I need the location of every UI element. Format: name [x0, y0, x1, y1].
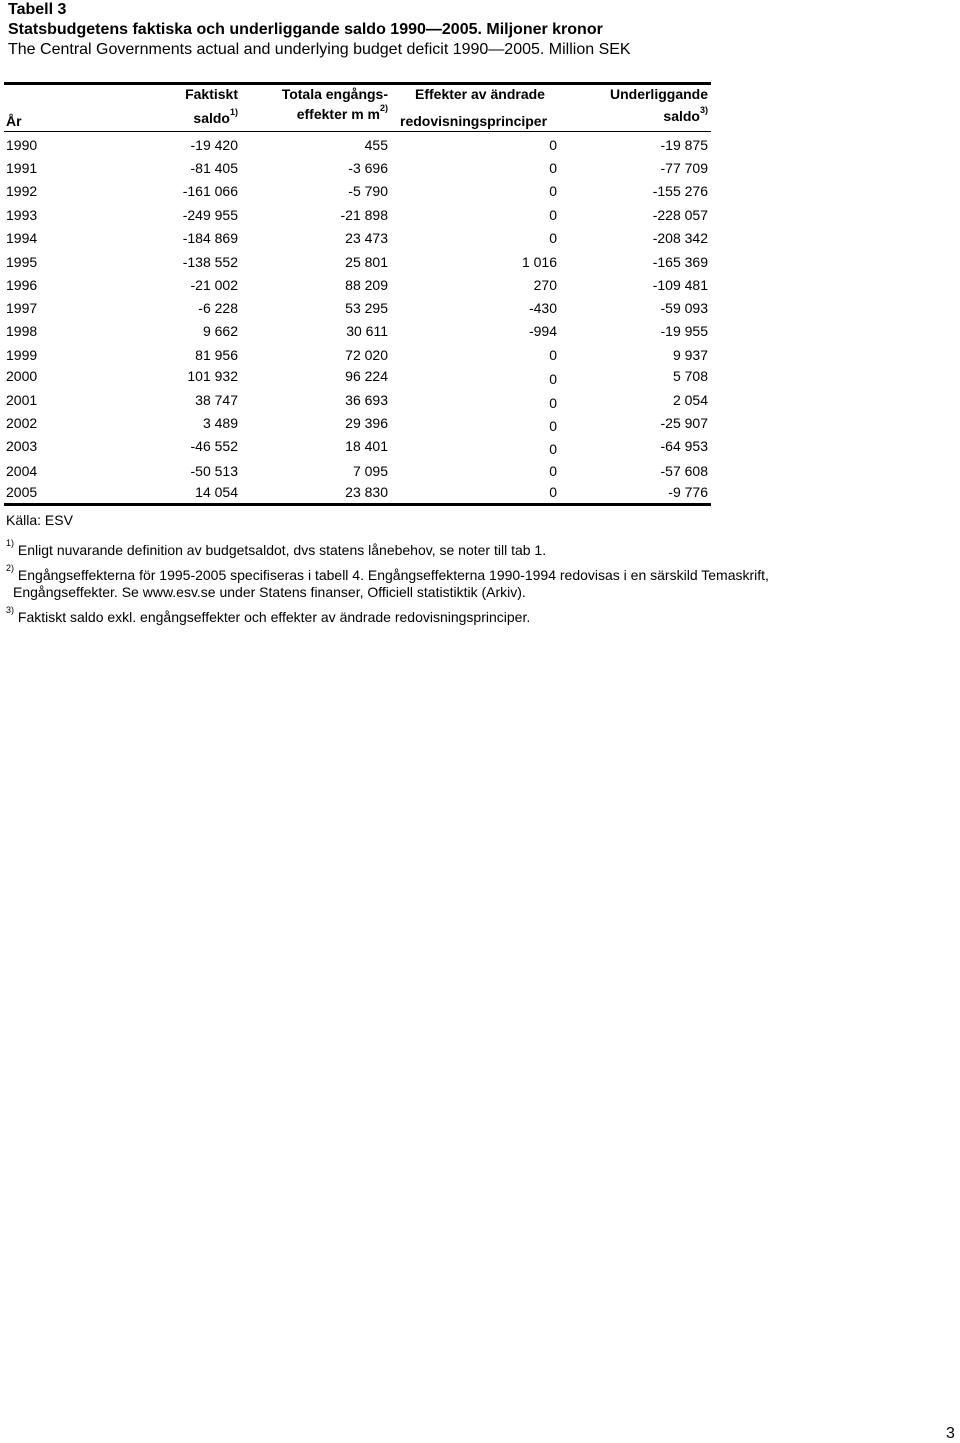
cell-oneoff: -21 898	[340, 207, 388, 223]
cell-effects: 0	[549, 137, 557, 153]
cell-underlying: -208 342	[652, 230, 708, 246]
table-top-rule	[4, 82, 711, 85]
cell-effects: -430	[528, 300, 557, 316]
cell-underlying: -155 276	[652, 183, 708, 199]
cell-effects: 0	[549, 484, 557, 500]
cell-effects: 0	[549, 207, 557, 223]
cell-oneoff: -5 790	[348, 183, 388, 199]
cell-oneoff: 96 224	[345, 368, 388, 384]
footnote-1: $^{1)}$ Enligt nuvarande definition av budgetsaldot, dvs statens lånebehov, se noter till tab 1.	[6, 538, 547, 558]
cell-underlying: -25 907	[660, 415, 708, 431]
col-header-oneoff-line1: Totala engångs-	[281, 86, 388, 102]
cell-underlying: -19 875	[660, 137, 708, 153]
table-label: Tabell 3	[8, 1, 67, 18]
cell-underlying: 9 937	[672, 347, 708, 363]
source-note: Källa: ESV	[6, 512, 73, 528]
cell-actual: -19 420	[190, 137, 238, 153]
cell-actual: -249 955	[182, 207, 238, 223]
col-header-underlying-line2: saldo$^{3)}$	[663, 105, 708, 124]
cell-year: 1999	[6, 347, 38, 363]
cell-oneoff: 30 611	[346, 323, 388, 339]
cell-effects: 0	[549, 160, 557, 176]
cell-actual: 14 054	[195, 484, 238, 500]
cell-effects: 0	[549, 418, 557, 434]
col-header-oneoff-line2: effekter m $m^{2)}$	[296, 103, 388, 122]
cell-actual: 81 956	[195, 347, 238, 363]
cell-oneoff: 23 473	[345, 230, 388, 246]
col-header-year: År	[6, 113, 22, 129]
footnote-2: $^{2)}$ Engångseffekterna för 1995-2005 specifiseras i tabell 4. Engångseffekterna 1990-1994 redovisas i en särskild Temaskrift,	[6, 563, 769, 583]
footnote-2-continued: Engångseffekter. Se www.esv.se under Statens finanser, Officiell statistiktik (Arkiv).	[13, 584, 526, 600]
cell-underlying: -64 953	[660, 438, 708, 454]
cell-oneoff: 53 295	[345, 300, 388, 316]
cell-effects: 270	[533, 277, 557, 293]
cell-oneoff: 29 396	[345, 415, 388, 431]
cell-actual: 38 747	[195, 392, 238, 408]
cell-underlying: -59 093	[660, 300, 708, 316]
cell-actual: -161 066	[182, 183, 238, 199]
page-number: 3	[946, 1425, 955, 1442]
cell-actual: -184 869	[182, 230, 238, 246]
cell-year: 2001	[6, 392, 38, 408]
col-header-actual-line1: Faktiskt	[185, 86, 238, 102]
cell-year: 1991	[6, 160, 38, 176]
cell-actual: -138 552	[182, 254, 238, 270]
cell-oneoff: 18 401	[345, 438, 388, 454]
cell-underlying: -57 608	[660, 463, 708, 479]
cell-underlying: -228 057	[652, 207, 708, 223]
cell-underlying: 2 054	[672, 392, 708, 408]
cell-year: 1996	[6, 277, 38, 293]
cell-year: 1993	[6, 207, 38, 223]
cell-oneoff: 7 095	[352, 463, 388, 479]
table-subtitle: The Central Governments actual and underlying budget deficit 1990—2005. Million SEK	[8, 41, 631, 58]
cell-actual: 101 932	[187, 368, 238, 384]
cell-underlying: -109 481	[652, 277, 708, 293]
cell-actual: -46 552	[190, 438, 238, 454]
cell-year: 1990	[6, 137, 38, 153]
cell-oneoff: 72 020	[345, 347, 388, 363]
cell-oneoff: 88 209	[345, 277, 388, 293]
cell-underlying: -165 369	[652, 254, 708, 270]
cell-year: 2003	[6, 438, 38, 454]
cell-underlying: 5 708	[672, 368, 708, 384]
cell-oneoff: 36 693	[345, 392, 388, 408]
cell-underlying: -77 709	[660, 160, 708, 176]
cell-year: 2004	[6, 463, 38, 479]
cell-oneoff: -3 696	[348, 160, 388, 176]
cell-underlying: -9 776	[668, 484, 708, 500]
cell-year: 1992	[6, 183, 38, 199]
cell-effects: 0	[549, 183, 557, 199]
cell-actual: 3 489	[202, 415, 238, 431]
table-header-rule	[4, 131, 711, 132]
cell-year: 2002	[6, 415, 38, 431]
table-bottom-rule	[4, 503, 711, 506]
col-header-actual-line2: saldo$^{1)}$	[193, 107, 238, 126]
cell-underlying: -19 955	[660, 323, 708, 339]
footnote-3: $^{3)}$ Faktiskt saldo exkl. engångseffekter och effekter av ändrade redovisningsprinciper.	[6, 605, 531, 625]
cell-year: 1997	[6, 300, 38, 316]
cell-effects: 0	[549, 347, 557, 363]
cell-actual: -81 405	[190, 160, 238, 176]
cell-actual: -50 513	[190, 463, 238, 479]
cell-actual: -21 002	[190, 277, 238, 293]
cell-year: 1995	[6, 254, 38, 270]
cell-oneoff: 25 801	[345, 254, 388, 270]
cell-oneoff: 455	[364, 137, 388, 153]
cell-effects: 0	[549, 441, 557, 457]
cell-effects: 1 016	[521, 254, 557, 270]
cell-actual: 9 662	[202, 323, 238, 339]
cell-year: 1994	[6, 230, 38, 246]
cell-effects: 0	[549, 230, 557, 246]
cell-effects: 0	[549, 463, 557, 479]
table-title: Statsbudgetens faktiska och underliggande saldo 1990—2005. Miljoner kronor	[8, 21, 603, 38]
cell-year: 2000	[6, 368, 38, 384]
col-header-underlying-line1: Underliggande	[609, 86, 708, 102]
cell-effects: 0	[549, 395, 557, 411]
cell-year: 2005	[6, 484, 38, 500]
cell-effects: 0	[549, 371, 557, 387]
cell-actual: -6 228	[198, 300, 238, 316]
col-header-effects-line1: Effekter av ändrade	[415, 86, 545, 102]
cell-oneoff: 23 830	[345, 484, 388, 500]
cell-year: 1998	[6, 323, 38, 339]
cell-effects: -994	[528, 323, 557, 339]
col-header-effects-line2: redovisningsprinciper	[400, 113, 548, 129]
